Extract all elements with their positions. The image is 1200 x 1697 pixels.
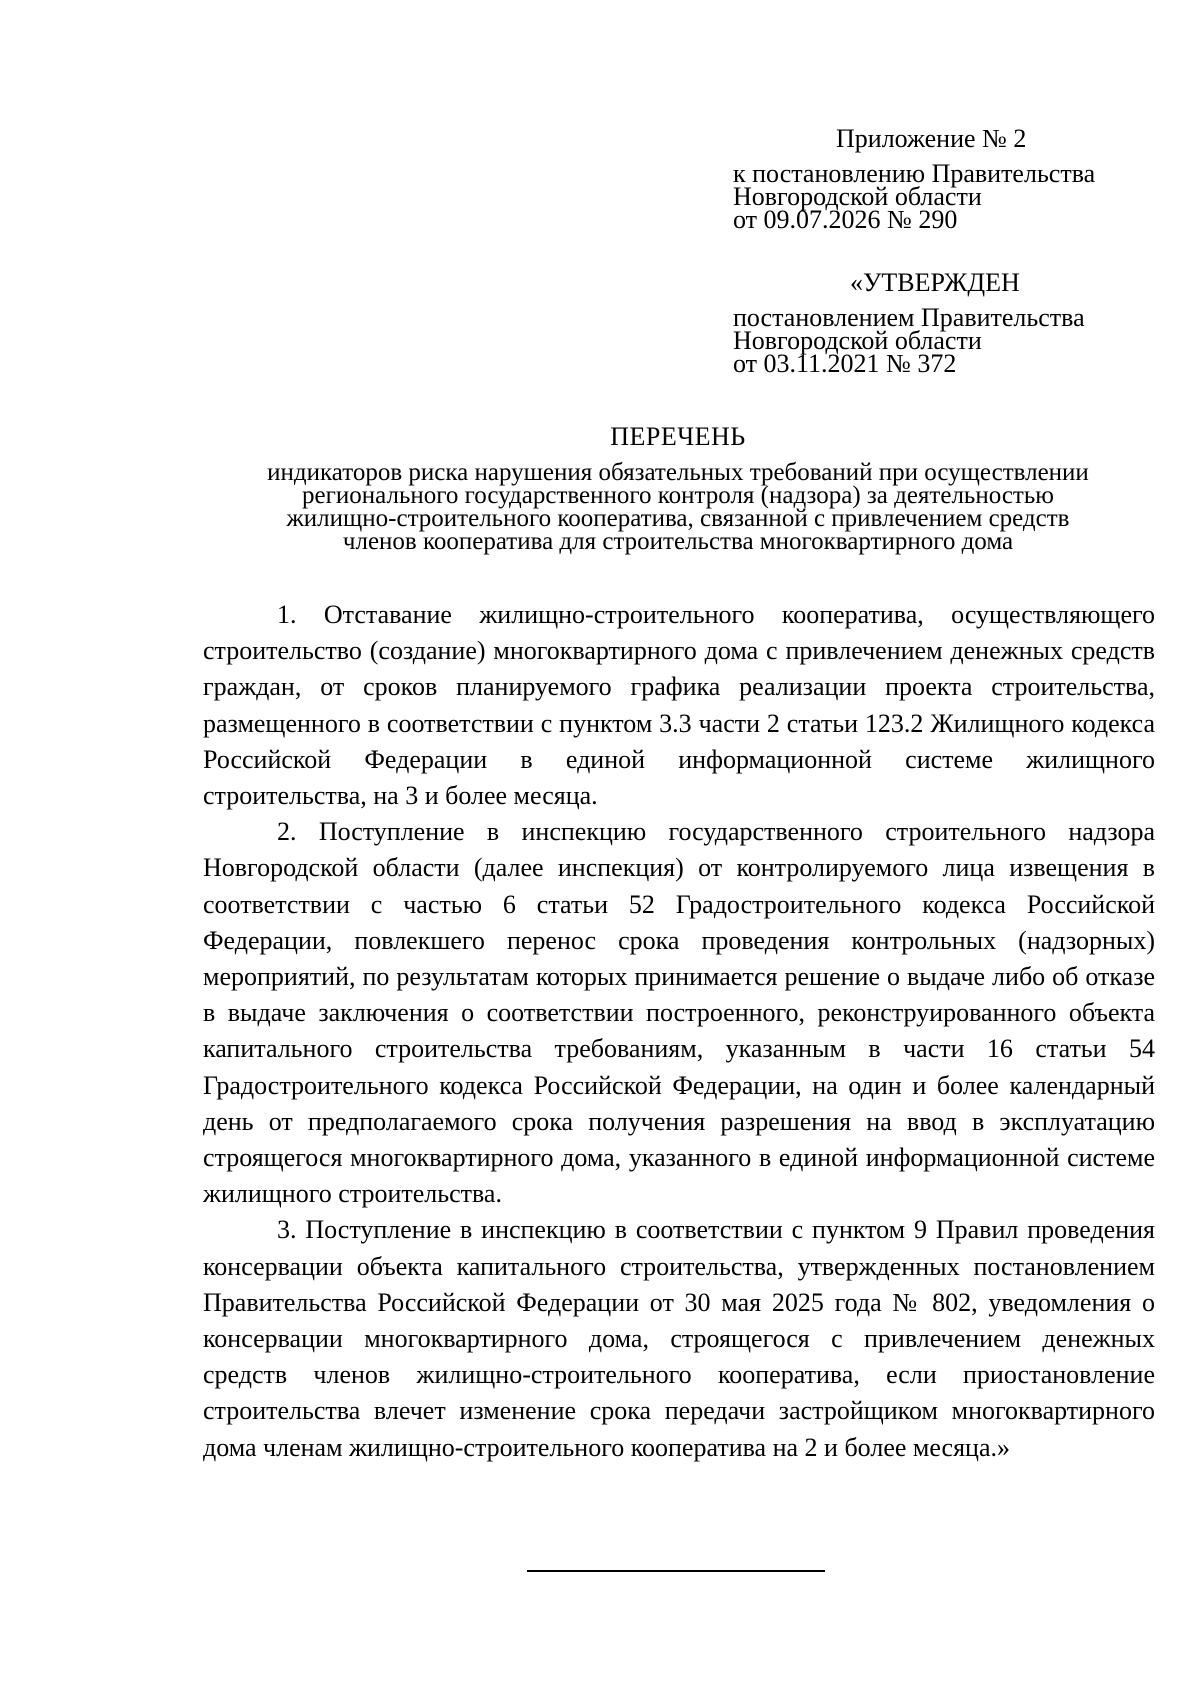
subtitle-line-2: регионального государственного контроля (надзора) за деятельностью: [302, 482, 1054, 509]
document-title: ПЕРЕЧЕНЬ: [610, 422, 746, 451]
document-body: [203, 597, 1155, 1466]
paragraph-3: 3. Поступление в инспекцию в соответствии с пунктом 9 Правил проведения консервации объекта капитального строительства, утвержденных постановлением Правительства Российской Федерации от 30 мая 2025 года № 802, уведомления о консервации многоквартирного дома, строящегося с привлечением денежных средств членов жилищно-строительного кооператива, если приостановление строительства влечет изменение срока передачи застройщиком многоквартирного дома членам жилищно-строительного кооператива на 2 и более месяца.»: [203, 1215, 1155, 1462]
annex-line-3: от 09.07.2026 № 290: [733, 205, 958, 234]
paragraph-2: 2. Поступление в инспекцию государственного строительного надзора Новгородской области (далее инспекция) от контролируемого лица извещения в соответствии с частью 6 статьи 52 Градостроительного кодекса Российской Федерации, повлекшего перенос срока проведения контрольных (надзорных) мероприятий, по результатам которых принимается решение о выдаче либо об отказе в выдаче заключения о соответствии построенного, реконструированного объекта капитального строительства требованиям, указанным в части 16 статьи 54 Градостроительного кодекса Российской Федерации, на один и более календарный день от предполагаемого срока получения разрешения на ввод в эксплуатацию строящегося многоквартирного дома, указанного в единой информационной системе жилищного строительства.: [203, 817, 1155, 1209]
subtitle-line-1: индикаторов риска нарушения обязательных требований при осуществлении: [267, 459, 1089, 486]
annex-line-2: Новгородской области: [733, 182, 982, 211]
annex-reference: [733, 159, 1096, 234]
approved-line-2: Новгородской области: [733, 326, 982, 355]
annex-title: Приложение № 2: [836, 124, 1027, 153]
approved-title: «УТВЕРЖДЕН: [850, 268, 1020, 297]
closing-divider: [527, 1570, 825, 1572]
paragraph-1: 1. Отставание жилищно-строительного кооператива, осуществляющего строительство (создание) многоквартирного дома с привлечением денежных средств граждан, от сроков планируемого графика реализации проекта строительства, размещенного в соответствии с пунктом 3.3 части 2 статьи 123.2 Жилищного кодекса Российской Федерации в единой информационной системе жилищного строительства, на 3 и более месяца.: [203, 600, 1155, 811]
approved-line-3: от 03.11.2021 № 372: [733, 349, 957, 378]
annex-line-1: к постановлению Правительства: [733, 159, 1096, 188]
document-subtitle: [200, 461, 1156, 553]
approved-reference: [733, 303, 1085, 378]
subtitle-line-3: жилищно-строительного кооператива, связанной с привлечением средств: [286, 505, 1070, 532]
approved-line-1: постановлением Правительства: [733, 303, 1085, 332]
subtitle-line-4: членов кооператива для строительства многоквартирного дома: [342, 528, 1014, 555]
